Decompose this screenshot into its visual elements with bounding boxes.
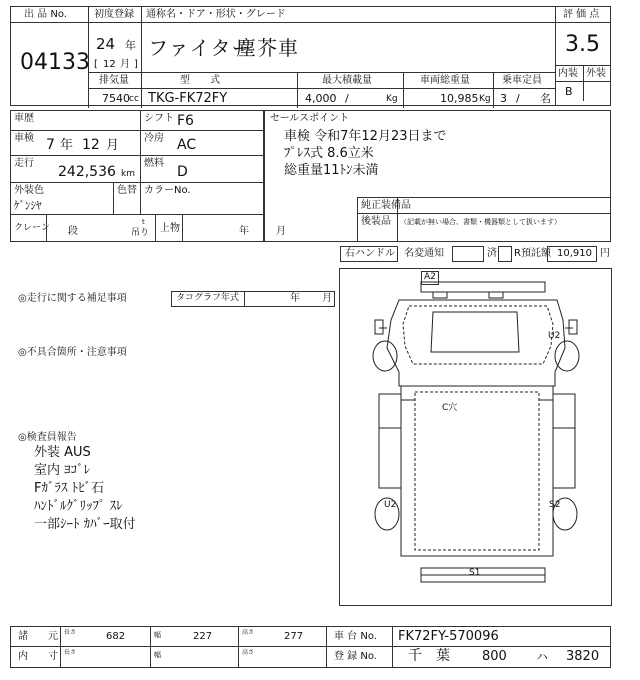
aftermarket-note: （記載が無い場合、書類・機器類として扱います） <box>400 218 561 226</box>
width-value: 227 <box>193 631 213 642</box>
gross-weight: 10,985 <box>440 92 479 105</box>
upper-month: 月 <box>276 226 286 237</box>
capacity-unit: 名 <box>540 92 551 105</box>
defects-label: ◎不具合箇所・注意事項 <box>18 347 127 358</box>
capacity-label: 乗車定員 <box>502 75 542 86</box>
max-load: 4,000 <box>305 92 337 105</box>
displacement-unit: cc <box>129 94 139 104</box>
shift-label: シフト <box>144 113 174 124</box>
inner-length-label: 長さ <box>64 649 77 656</box>
body-type: 塵芥車 <box>236 36 299 60</box>
sales-point-line-2: ﾌﾟﾚｽ式 8.6立米 <box>284 146 374 161</box>
model: TKG-FK72FY <box>148 91 228 106</box>
score-label: 評 価 点 <box>563 9 600 20</box>
crane-ton: t <box>142 218 145 226</box>
mark-a2: A2 <box>424 272 436 282</box>
header-frame <box>10 6 611 106</box>
upper-year: 年 <box>239 226 249 237</box>
color: ｹﾞﾝｼﾔ <box>14 199 42 212</box>
mileage: 242,536 <box>58 164 116 180</box>
gross-weight-label: 車両総重量 <box>420 75 470 86</box>
mileage-label: 走行 <box>14 158 34 169</box>
truck-diagram <box>339 268 612 606</box>
tachograph-label: タコグラフ年式 <box>176 293 240 303</box>
inner-dimensions-label: 内 寸 <box>18 651 58 662</box>
name-change-box <box>452 246 484 262</box>
truck-body <box>401 386 553 556</box>
inspector-line-3: Fｶﾞﾗｽ ﾄﾋﾞ石 <box>34 481 105 496</box>
inspector-line-2: 室内 ﾖｺﾞﾚ <box>34 463 91 478</box>
height-value: 277 <box>284 631 304 642</box>
right-handle: 右ハンドル <box>345 248 395 259</box>
crane-hang: 吊り <box>131 228 150 238</box>
mark-s2: S2 <box>549 500 561 510</box>
score: 3.5 <box>565 32 600 57</box>
lot-no: 04133 <box>20 50 90 75</box>
capacity-sep: / <box>516 92 520 105</box>
ac: AC <box>177 137 197 153</box>
inspection-month-unit: 月 <box>106 138 120 153</box>
color-code-label: カラーNo. <box>144 185 191 196</box>
sales-point-label: セールスポイント <box>270 113 350 124</box>
shift: F6 <box>177 113 194 129</box>
mark-s1: S1 <box>469 568 481 578</box>
plate-class: 800 <box>482 649 507 664</box>
plate-label: 登 録 No. <box>334 651 377 662</box>
tachograph-year: 年 <box>290 293 300 304</box>
length-value: 682 <box>106 631 126 642</box>
chassis-number: FK72FY-570096 <box>398 629 499 644</box>
sales-point-line-3: 総重量11ﾄﾝ未満 <box>284 163 379 178</box>
max-load-label: 最大積載量 <box>322 75 372 86</box>
crane-label: クレーン <box>14 223 50 233</box>
color-label: 外装色 <box>14 185 44 196</box>
inspector-report-label: ◎検査員報告 <box>18 432 77 443</box>
recycle-fee-unit: 円 <box>600 248 610 259</box>
capacity: 3 <box>500 92 507 105</box>
recycle-done-label: 済 <box>487 248 497 259</box>
tachograph-month: 月 <box>322 293 332 304</box>
spec-label: 諸 元 <box>18 631 58 642</box>
first-reg-month-open: [ <box>94 59 98 70</box>
front-left-wheel <box>373 341 397 371</box>
plate-kana: ハ <box>536 650 549 664</box>
first-reg-month-unit: 月 <box>120 59 130 70</box>
plate-number: 3820 <box>566 649 600 664</box>
interior-grade-label: 内装 <box>558 68 578 79</box>
interior-grade: B <box>565 85 573 98</box>
inspector-line-1: 外装 AUS <box>34 445 91 460</box>
name-change-label: 名変通知 <box>404 248 444 259</box>
mark-c-hole: C穴 <box>442 403 458 413</box>
aftermarket-label: 後装品 <box>361 216 391 227</box>
crane-stage: 段 <box>68 226 78 237</box>
first-reg-label: 初度登録 <box>94 9 134 20</box>
color-change-label: 色替 <box>117 185 137 196</box>
mark-u2-front: U2 <box>548 331 561 341</box>
mark-u2-rear: U2 <box>384 500 397 510</box>
recycle-done-box <box>498 246 512 262</box>
max-load-sep: / <box>345 92 349 105</box>
inspector-line-5: 一部ｼｰﾄ ｶﾊﾞｰ取付 <box>34 517 136 532</box>
length-label: 長さ <box>64 629 77 636</box>
fuel: D <box>177 164 188 180</box>
front-right-wheel <box>555 341 579 371</box>
running-notes-label: ◎走行に関する補足事項 <box>18 293 127 304</box>
car-name-label: 通称名・ドア・形状・グレード <box>146 9 286 20</box>
truck-cab <box>387 300 565 386</box>
inner-width-label: 幅 <box>154 651 161 659</box>
lot-no-label: 出 品 No. <box>24 9 67 20</box>
first-reg-month: 12 <box>103 59 116 70</box>
dimensions-table <box>10 626 611 668</box>
displacement-label: 排気量 <box>99 75 129 86</box>
exterior-grade-label: 外装 <box>586 68 606 79</box>
mileage-unit: km <box>121 169 135 179</box>
sales-point-line-1: 車検 令和7年12月23日まで <box>284 129 447 144</box>
ac-label: 冷房 <box>144 133 164 144</box>
first-reg-year: 24 <box>96 35 116 53</box>
plate-region: 千 葉 <box>408 648 450 664</box>
gross-weight-unit: Kg <box>479 94 491 104</box>
max-load-unit: Kg <box>386 94 398 104</box>
width-label: 幅 <box>154 631 161 639</box>
inspection-month: 12 <box>82 137 100 153</box>
genuine-equipment-label: 純正装備品 <box>361 200 411 211</box>
displacement: 7540 <box>102 92 130 105</box>
chassis-label: 車 台 No. <box>334 631 377 642</box>
recycle-fee-label: R預託額 <box>514 248 551 259</box>
inspector-line-4: ﾊﾝﾄﾞﾙｸﾞﾘｯﾌﾟ ｽﾚ <box>34 499 123 514</box>
truck-front-view <box>421 282 545 292</box>
height-label: 高さ <box>242 629 255 636</box>
inspection-label: 車検 <box>14 133 34 144</box>
first-reg-year-unit: 年 <box>125 39 136 52</box>
inspection-year: 7 <box>46 137 55 153</box>
car-name: ファイター <box>148 36 253 60</box>
fuel-label: 燃料 <box>144 158 164 169</box>
first-reg-month-close: ] <box>134 59 138 70</box>
upper-label: 上物 <box>160 223 180 234</box>
inner-height-label: 高さ <box>242 649 255 656</box>
history-label: 車歴 <box>14 113 34 124</box>
recycle-fee: 10,910 <box>557 248 592 259</box>
inspection-year-unit: 年 <box>60 138 74 153</box>
model-label: 型 式 <box>180 75 220 86</box>
